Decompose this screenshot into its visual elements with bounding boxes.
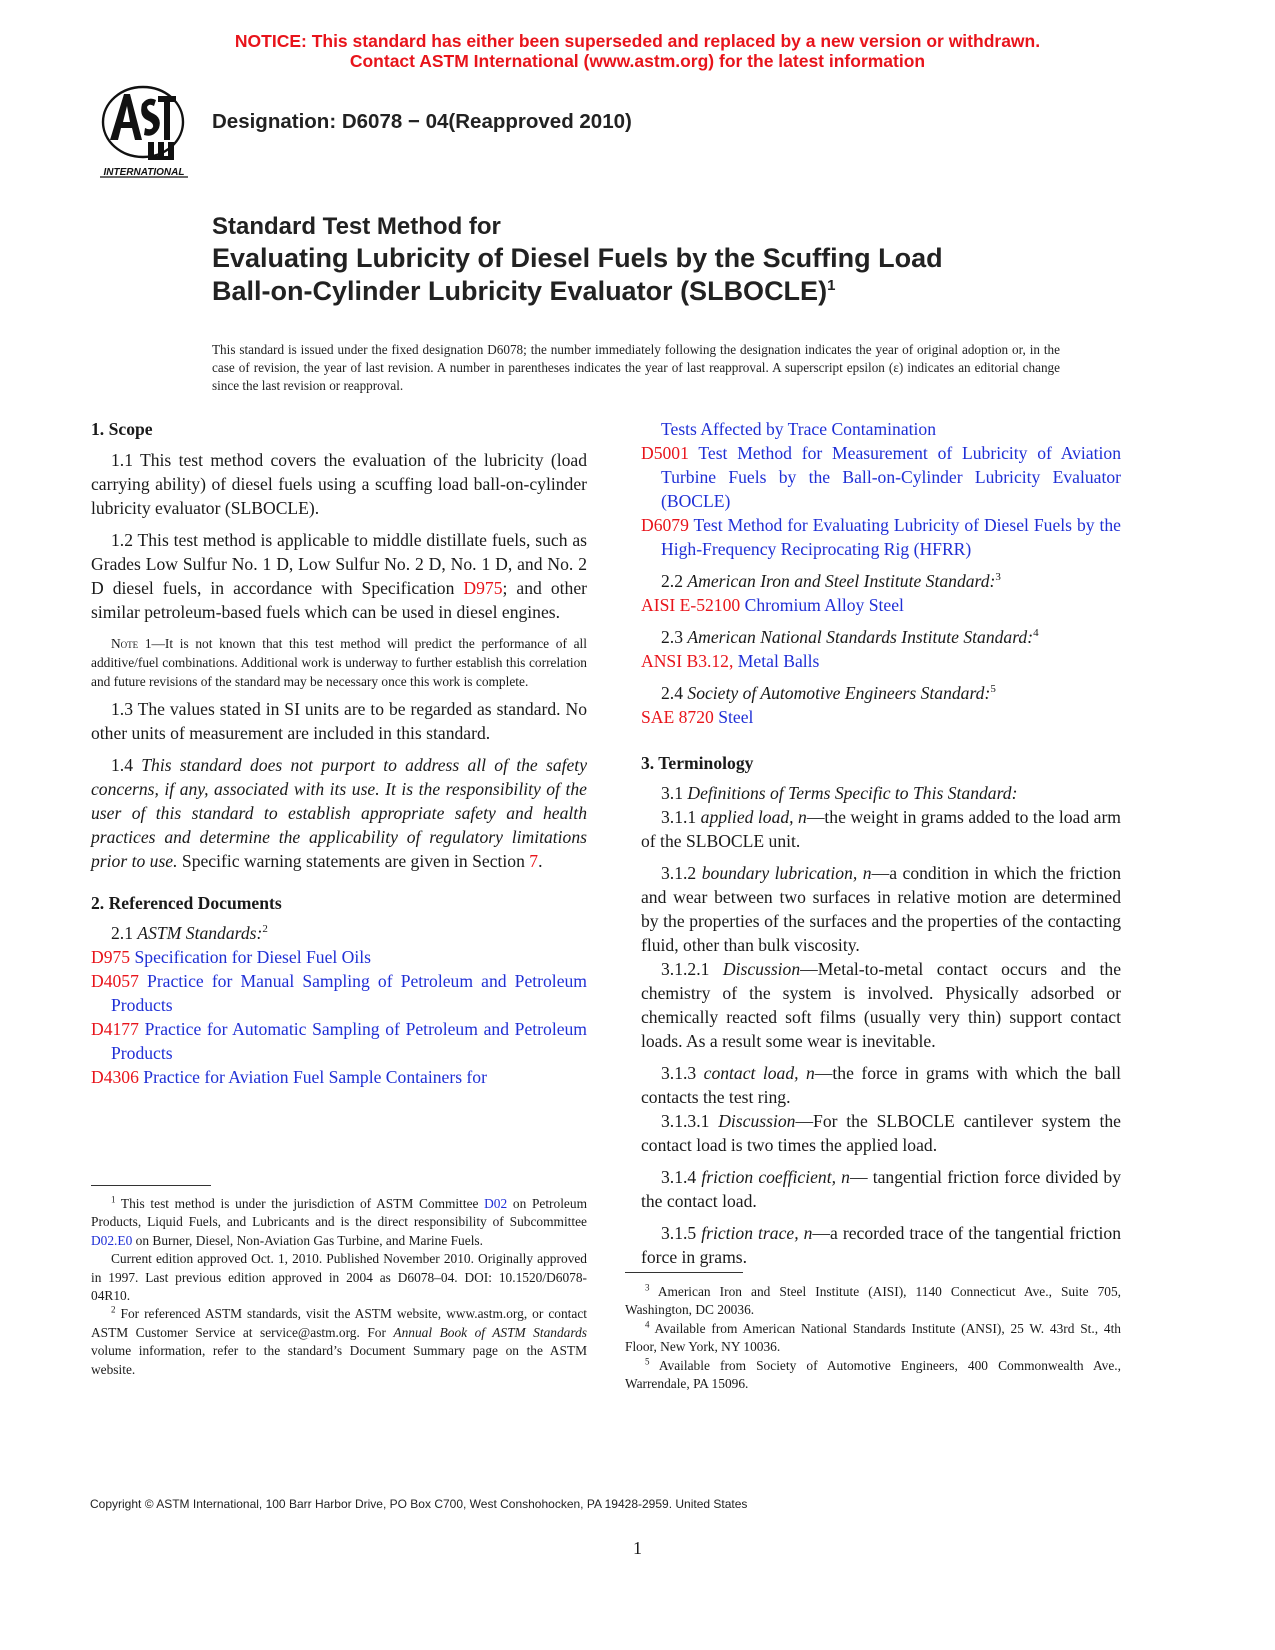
term-num: 3.1.5 xyxy=(661,1223,702,1243)
para-1-2-end: ; and other similar petroleum-based fuels which can be used in diesel engines. xyxy=(91,578,587,622)
definitions-label: Definitions of Terms Specific to This Standard: xyxy=(687,783,1018,803)
term-definition: — tangential friction force divided by the contact load. xyxy=(641,1167,1121,1211)
para-3-1 xyxy=(641,781,1121,805)
para-2-3 xyxy=(641,625,1121,649)
term-3-1-5 xyxy=(641,1221,1121,1269)
footnote-1 xyxy=(91,1195,587,1250)
ref-ansi[interactable] xyxy=(641,649,1121,673)
footnotes-right xyxy=(625,1283,1121,1393)
note-text: 1—It is not known that this test method will predict the performance of all additive/fuel combinations. Additional work is underway to further establish this correlation and future revisions of the standard may be necessary once this work is complete. xyxy=(91,636,587,689)
ref-d6079[interactable] xyxy=(641,513,1121,561)
ref-code[interactable]: D6079 xyxy=(641,515,689,535)
note-1 xyxy=(91,634,587,691)
ref-d4306-continued[interactable]: Tests Affected by Trace Contamination xyxy=(661,419,937,439)
para-3-1-num: 3.1 xyxy=(661,783,688,803)
preamble: This standard is issued under the fixed designation D6078; the number immediately following the designation indicates the year of original adoption or, in the case of revision, the year of last revision. A number in parentheses indicates the year of last reapproval. A superscript epsilon (ε) indicates an editorial change since the last revision or reapproval. xyxy=(212,342,1060,393)
ref-title[interactable]: Test Method for Measurement of Lubricity of Aviation Turbine Fuels by the Ball-on-Cylinder Lubricity Evaluator (BOCLE) xyxy=(661,443,1121,511)
footnote-3-marker: 3 xyxy=(645,1282,650,1293)
para-1-4-num: 1.4 xyxy=(111,755,142,775)
link-d975-inline[interactable]: D975 xyxy=(463,578,503,598)
title-line-3 xyxy=(212,275,943,308)
para-1-4-end: . xyxy=(538,851,543,871)
safety-caveat: This standard does not purport to address all of the safety concerns, if any, associated with its use. It is the responsibility of the user of this standard to establish appropriate safety and health practices and determine the applicability of regulatory limitations prior to use. xyxy=(91,755,588,871)
aisi-label: American Iron and Steel Institute Standard: xyxy=(687,571,996,591)
copyright: Copyright © ASTM International, 100 Barr Harbor Drive, PO Box C700, West Conshohocken, PA 19428-2959. United States xyxy=(90,1497,748,1511)
ref-title[interactable]: Practice for Manual Sampling of Petroleum and Petroleum Products xyxy=(111,971,587,1015)
section-1-heading: 1. Scope xyxy=(91,419,153,439)
ref-d4057[interactable] xyxy=(91,969,587,1017)
ref-title[interactable]: Specification for Diesel Fuel Oils xyxy=(130,947,371,967)
footnote-1-text-b: on Petroleum Products, Liquid Fuels, and Lubricants and is the direct responsibility of Subcommittee xyxy=(91,1196,587,1230)
footnote-ref-3[interactable]: 3 xyxy=(995,571,1001,584)
note-label: Note xyxy=(111,636,139,651)
term-name: friction coefficient, n xyxy=(701,1167,850,1187)
withdrawal-notice xyxy=(0,31,1275,71)
para-2-3-num: 2.3 xyxy=(661,627,688,647)
link-subcommittee-d02-e0[interactable]: D02.E0 xyxy=(91,1232,133,1248)
term-name: Discussion xyxy=(718,1111,796,1131)
ref-code[interactable]: SAE 8720 xyxy=(641,707,714,727)
right-column xyxy=(641,417,1121,1269)
astm-logo xyxy=(96,84,196,178)
term-num: 3.1.2 xyxy=(661,863,702,883)
title-footnote-ref[interactable]: 1 xyxy=(827,277,836,294)
footnote-5-text: Available from Society of Automotive Engineers, 400 Commonwealth Ave., Warrendale, PA 15096. xyxy=(625,1357,1121,1392)
footnote-2-book-title: Annual Book of ASTM Standards xyxy=(393,1324,587,1340)
term-definition: —a condition in which the friction and wear between two surfaces in relative motion are determined by the properties of the surfaces and the properties of the contacting fluid, other than bulk viscosity. xyxy=(641,863,1122,955)
ref-title[interactable]: Steel xyxy=(713,707,754,727)
link-section-7[interactable]: 7 xyxy=(529,851,539,871)
astm-standards-label: ASTM Standards: xyxy=(137,923,263,943)
term-definition: —Metal-to-metal contact occurs and the chemistry of the system is involved. Physically adsorbed or chemically reacted soft films (usually very thin) support contact loads. As a result some wear is inevitable. xyxy=(641,959,1121,1051)
term-num: 3.1.2.1 xyxy=(661,959,723,979)
document-title xyxy=(212,211,943,308)
term-name: boundary lubrication, n xyxy=(701,863,872,883)
term-num: 3.1.3.1 xyxy=(661,1111,719,1131)
term-3-1-2 xyxy=(641,861,1121,957)
ref-d5001[interactable] xyxy=(641,441,1121,513)
ref-code[interactable]: AISI E-52100 xyxy=(641,595,741,615)
title-line-3-text: Ball-on-Cylinder Lubricity Evaluator (SLBOCLE) xyxy=(212,276,828,306)
footnote-3 xyxy=(625,1283,1121,1320)
ref-d975[interactable] xyxy=(91,945,587,969)
sae-label: Society of Automotive Engineers Standard: xyxy=(687,683,991,703)
footnote-rule-right xyxy=(625,1272,743,1273)
term-3-1-4 xyxy=(641,1165,1121,1213)
footnote-4-marker: 4 xyxy=(645,1319,650,1330)
term-3-1-2-1 xyxy=(641,957,1121,1053)
page-number: 1 xyxy=(633,1538,642,1558)
term-3-1-1 xyxy=(641,805,1121,853)
title-line-2: Evaluating Lubricity of Diesel Fuels by the Scuffing Load xyxy=(212,243,943,273)
footnote-5 xyxy=(625,1357,1121,1394)
para-1-4 xyxy=(91,753,587,873)
ref-title[interactable]: Metal Balls xyxy=(733,651,820,671)
para-2-1-num: 2.1 xyxy=(111,923,138,943)
para-2-2 xyxy=(641,569,1121,593)
para-1-2 xyxy=(91,528,587,624)
ref-code[interactable]: D4306 xyxy=(91,1067,139,1087)
term-3-1-3 xyxy=(641,1061,1121,1109)
section-3-heading: 3. Terminology xyxy=(641,753,754,773)
term-name: contact load, n xyxy=(703,1063,815,1083)
term-definition: —For the SLBOCLE cantilever system the contact load is two times the applied load. xyxy=(641,1111,1121,1155)
term-num: 3.1.3 xyxy=(661,1063,704,1083)
para-2-2-num: 2.2 xyxy=(661,571,688,591)
title-line-1: Standard Test Method for xyxy=(212,213,501,240)
astm-logo-mark xyxy=(96,84,196,178)
para-2-1 xyxy=(91,921,587,945)
notice-line-2: Contact ASTM International (www.astm.org) for the latest information xyxy=(349,51,926,71)
footnote-5-marker: 5 xyxy=(645,1356,650,1367)
footnote-4 xyxy=(625,1320,1121,1357)
para-2-4-num: 2.4 xyxy=(661,683,688,703)
logo-wordmark: INTERNATIONAL xyxy=(103,167,185,178)
footnote-rule-left xyxy=(91,1185,211,1186)
term-definition: —the weight in grams added to the load arm of the SLBOCLE unit. xyxy=(641,807,1121,851)
footnote-2-text-a: For referenced ASTM standards, visit the ASTM website, www.astm.org, or contact ASTM Customer Service at service@astm.org. For xyxy=(91,1306,587,1340)
para-2-4 xyxy=(641,681,1121,705)
para-1-4-rest: Specific warning statements are given in Section xyxy=(177,851,530,871)
ref-code[interactable]: D4057 xyxy=(91,971,139,991)
term-definition: —the force in grams with which the ball contacts the test ring. xyxy=(641,1063,1121,1107)
ref-code[interactable]: ANSI B3.12, xyxy=(641,651,734,671)
section-2-heading: 2. Referenced Documents xyxy=(91,893,282,913)
footnote-1-text-c: on Burner, Diesel, Non-Aviation Gas Turbine, and Marine Fuels. xyxy=(132,1232,483,1248)
notice-line-1: NOTICE: This standard has either been superseded and replaced by a new version or withdrawn. xyxy=(234,31,1041,51)
term-name: Discussion xyxy=(722,959,801,979)
para-1-1: 1.1 This test method covers the evaluation of the lubricity (load carrying ability) of diesel fuels using a scuffing load ball-on-cylinder lubricity evaluator (SLBOCLE). xyxy=(91,450,587,518)
term-num: 3.1.1 xyxy=(661,807,701,827)
ref-d4306[interactable] xyxy=(91,1065,587,1089)
ref-sae[interactable] xyxy=(641,705,1121,729)
footnote-2 xyxy=(91,1305,587,1379)
term-num: 3.1.4 xyxy=(661,1167,702,1187)
footnote-2-text-b: volume information, refer to the standard’s Document Summary page on the ASTM website. xyxy=(91,1343,587,1377)
footnote-ref-2[interactable]: 2 xyxy=(262,923,268,936)
footnote-1-marker: 1 xyxy=(111,1194,116,1205)
footnote-1-text-a: This test method is under the jurisdiction of ASTM Committee xyxy=(115,1196,485,1211)
ref-code[interactable]: D4177 xyxy=(91,1019,139,1039)
para-1-2-text: 1.2 This test method is applicable to middle distillate fuels, such as Grades Low Sulfur No. 1 D, Low Sulfur No. 2 D, No. 1 D, and No. 2 D diesel fuels, in accordance with Specification xyxy=(91,530,587,598)
footnote-ref-5[interactable]: 5 xyxy=(990,683,996,696)
ref-title[interactable]: Practice for Aviation Fuel Sample Containers for xyxy=(138,1067,487,1087)
term-definition: —a recorded trace of the tangential friction force in grams. xyxy=(641,1223,1121,1267)
term-3-1-3-1 xyxy=(641,1109,1121,1157)
ansi-label: American National Standards Institute Standard: xyxy=(687,627,1034,647)
footnote-3-text: American Iron and Steel Institute (AISI), 1140 Connecticut Ave., Suite 705, Washington, DC 20036. xyxy=(625,1284,1121,1318)
ref-code[interactable]: D975 xyxy=(91,947,131,967)
link-committee-d02[interactable]: D02 xyxy=(484,1196,508,1211)
footnote-1-edition: Current edition approved Oct. 1, 2010. Published November 2010. Originally approved in 1997. Last previous edition approved in 2004 as D6078–04. DOI: 10.1520/D6078-04R10. xyxy=(91,1251,587,1304)
footnote-ref-4[interactable]: 4 xyxy=(1033,627,1039,640)
left-column xyxy=(91,417,587,1089)
ref-title[interactable]: Practice for Automatic Sampling of Petroleum and Petroleum Products xyxy=(111,1019,587,1063)
ref-aisi[interactable] xyxy=(641,593,1121,617)
ref-title[interactable]: Test Method for Evaluating Lubricity of Diesel Fuels by the High-Frequency Reciprocating Rig (HFRR) xyxy=(661,515,1121,559)
ref-code[interactable]: D5001 xyxy=(641,443,689,463)
footnote-4-text: Available from American National Standards Institute (ANSI), 25 W. 43rd St., 4th Floor, New York, NY 10036. xyxy=(625,1320,1121,1355)
footnotes-left xyxy=(91,1195,587,1379)
term-name: applied load, n xyxy=(700,807,807,827)
ref-d4177[interactable] xyxy=(91,1017,587,1065)
designation: Designation: D6078 − 04(Reapproved 2010) xyxy=(212,110,632,133)
ref-title[interactable]: Chromium Alloy Steel xyxy=(740,595,904,615)
footnote-2-marker: 2 xyxy=(111,1304,116,1315)
term-name: friction trace, n xyxy=(701,1223,813,1243)
para-1-3: 1.3 The values stated in SI units are to be regarded as standard. No other units of measurement are included in this standard. xyxy=(91,699,587,743)
